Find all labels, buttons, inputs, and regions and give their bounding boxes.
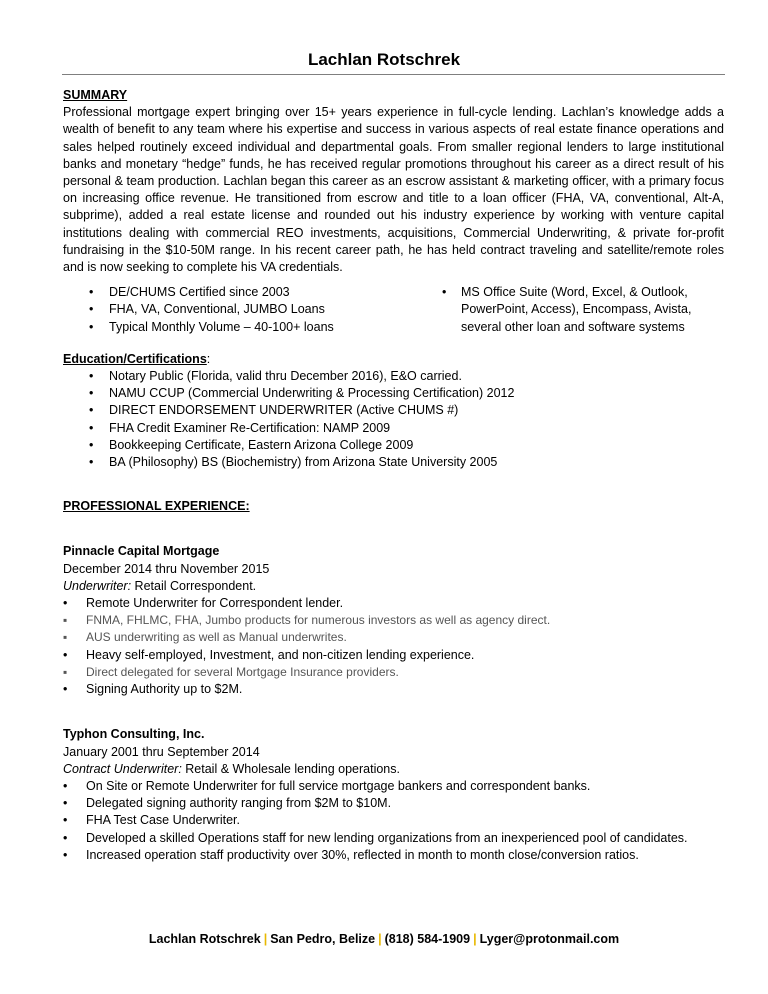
footer-location: San Pedro, Belize [270, 932, 376, 946]
summary-heading: SUMMARY [63, 88, 128, 102]
bullet-icon: • [89, 386, 94, 401]
duty-item: • FHA Test Case Underwriter. [63, 812, 724, 829]
job-role-desc: Retail Correspondent. [131, 578, 257, 593]
duty-item: ▪ FNMA, FHLMC, FHA, Jumbo products for numerous investors as well as agency direct. [63, 612, 724, 629]
bullet-icon: • [442, 285, 447, 300]
education-heading: Education/Certifications [63, 351, 207, 366]
bullet-icon: ▪ [63, 613, 68, 628]
skill-item: • Typical Monthly Volume – 40-100+ loans [63, 319, 435, 336]
education-item: • Notary Public (Florida, valid thru December 2016), E&O carried. [63, 368, 724, 385]
job-company: Pinnacle Capital Mortgage [63, 544, 220, 559]
bullet-icon: • [89, 455, 94, 470]
header-divider [62, 74, 725, 75]
education-item: • NAMU CCUP (Commercial Underwriting & Processing Certification) 2012 [63, 385, 724, 402]
job-duties [63, 778, 724, 864]
duty-item: • On Site or Remote Underwriter for full service mortgage bankers and correspondent banks. [63, 778, 724, 795]
bullet-icon: • [89, 285, 94, 300]
job-role-desc: Retail & Wholesale lending operations. [181, 761, 400, 776]
education-list [63, 368, 724, 471]
education-heading-row: Education/Certifications: [63, 351, 211, 366]
skill-item: • DE/CHUMS Certified since 2003 [63, 284, 435, 301]
duty-item: • Increased operation staff productivity over 30%, reflected in month to month close/conversion ratios. [63, 847, 724, 864]
bullet-icon: • [63, 778, 68, 793]
duty-item: • Developed a skilled Operations staff for new lending organizations from an inexperienced pool of candidates. [63, 830, 724, 847]
bullet-icon: • [63, 647, 68, 662]
duty-item: ▪ Direct delegated for several Mortgage Insurance providers. [63, 664, 724, 681]
duty-item: • Heavy self-employed, Investment, and non-citizen lending experience. [63, 647, 724, 664]
bullet-icon: • [63, 847, 68, 862]
skill-item: • MS Office Suite (Word, Excel, & Outlook, PowerPoint, Access), Encompass, Avista, several other loan and software systems [442, 285, 692, 334]
bullet-icon: • [63, 796, 68, 811]
bullet-icon: • [89, 302, 94, 317]
education-item: • DIRECT ENDORSEMENT UNDERWRITER (Active CHUMS #) [63, 402, 724, 419]
bullet-icon: • [89, 319, 94, 334]
job-dates: January 2001 thru September 2014 [63, 744, 260, 759]
education-item: • BA (Philosophy) BS (Biochemistry) from Arizona State University 2005 [63, 454, 724, 471]
skill-item: • FHA, VA, Conventional, JUMBO Loans [63, 301, 435, 318]
bullet-icon: • [89, 437, 94, 452]
bullet-icon: • [89, 403, 94, 418]
job-role-title: Contract Underwriter: [63, 761, 182, 776]
job-role [63, 578, 724, 595]
bullet-icon: • [63, 830, 68, 845]
bullet-icon: • [63, 596, 68, 611]
job-role-title: Underwriter: [63, 578, 132, 593]
bullet-icon: • [63, 813, 68, 828]
skills-right-column [435, 284, 724, 336]
resume-name: Lachlan Rotschrek [307, 50, 461, 69]
education-item: • FHA Credit Examiner Re-Certification: NAMP 2009 [63, 420, 724, 437]
skills-left-column [63, 284, 435, 336]
summary-text: Professional mortgage expert bringing over 15+ years experience in full-cycle lending. Lachlan’s knowledge adds a wealth of benefit to any team where his expertise and success in various aspects of real estate finance operations and sales helped routinely exceed individual and departmental goals. From smaller regional lenders to large institutional banks and monetary “hedge” funds, he has received regular promotions throughout his career as a direct result of his personal & team production. Lachlan began this career as an escrow assistant & marketing officer, with a primary focus on increasing office revenue. He transitioned from escrow and title to a loan officer (FHA, VA, conventional, Alt-A, subprime), added a real estate license and rounded out his industry experience by working with venture capital institutions dealing with commercial REO investments, acquisitions, Commercial Underwriting, & private for-profit fundraising in the $10-50M range. In his recent career path, he has held contract traveling and satellite/remote roles and is now seeking to complete his VA credentials. [63, 105, 724, 275]
experience-heading: PROFESSIONAL EXPERIENCE: [63, 499, 250, 514]
job-entry-pinnacle [63, 543, 724, 698]
resume-body [63, 87, 724, 864]
contact-footer [0, 932, 768, 946]
duty-item: • Remote Underwriter for Correspondent lender. [63, 595, 724, 612]
footer-name: Lachlan Rotschrek [148, 932, 261, 946]
job-duties [63, 595, 724, 698]
duty-item: • Signing Authority up to $2M. [63, 681, 724, 698]
duty-item: • Delegated signing authority ranging from $2M to $10M. [63, 795, 724, 812]
footer-phone: (818) 584-1909 [384, 932, 471, 946]
bullet-icon: ▪ [63, 630, 68, 645]
education-item: • Bookkeeping Certificate, Eastern Arizona College 2009 [63, 437, 724, 454]
job-company: Typhon Consulting, Inc. [63, 727, 205, 742]
skills-columns [63, 284, 724, 336]
bullet-icon: • [63, 682, 68, 697]
bullet-icon: • [89, 369, 94, 384]
job-dates: December 2014 thru November 2015 [63, 561, 270, 576]
bullet-icon: ▪ [63, 664, 68, 679]
footer-email[interactable]: Lyger@protonmail.com [479, 932, 620, 946]
duty-item: ▪ AUS underwriting as well as Manual underwrites. [63, 629, 724, 646]
footer-separator: | [378, 932, 382, 946]
footer-separator: | [263, 932, 268, 946]
bullet-icon: • [89, 420, 94, 435]
footer-separator: | [473, 932, 477, 946]
job-entry-typhon [63, 726, 724, 864]
job-role [63, 761, 724, 778]
